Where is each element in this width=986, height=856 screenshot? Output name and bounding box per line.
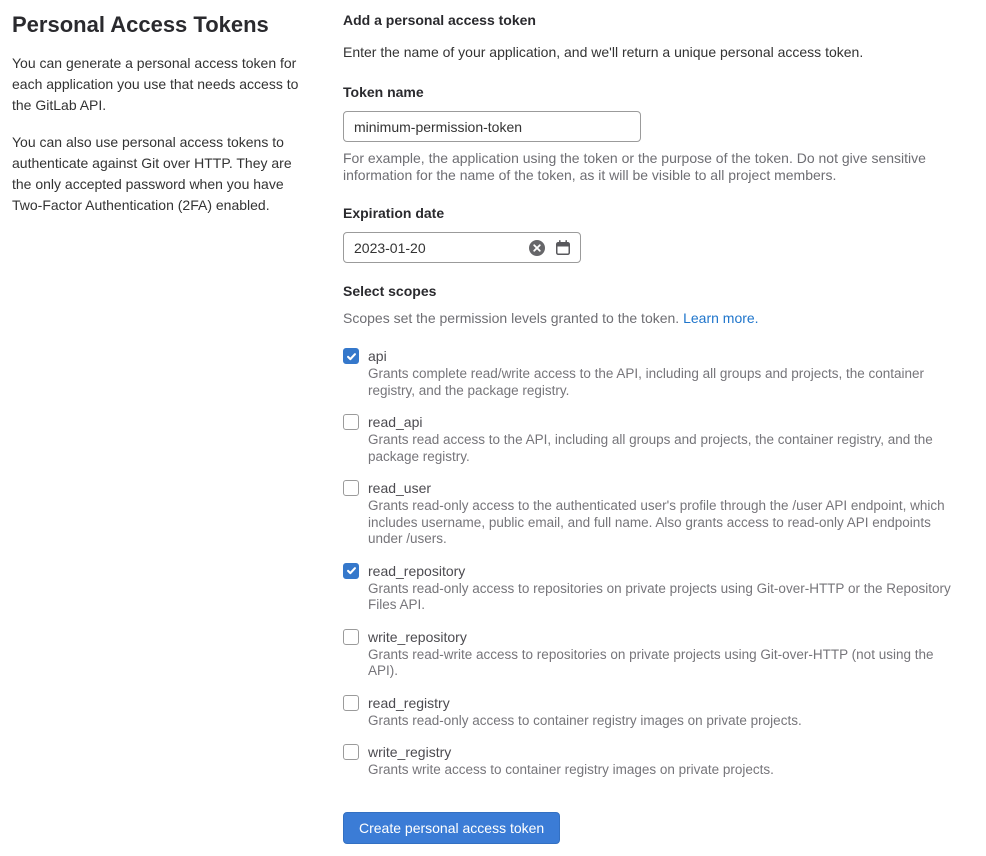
scopes-hint-text: Scopes set the permission levels granted to the token.: [343, 310, 684, 326]
token-name-input[interactable]: [343, 111, 641, 142]
clear-circle-x-icon: [529, 240, 545, 256]
scope-checkbox-api[interactable]: [343, 348, 359, 364]
select-scopes-label: Select scopes: [343, 283, 437, 299]
scope-text-api: [368, 346, 963, 399]
calendar-icon: [555, 240, 571, 256]
scope-row-read_api: [343, 412, 963, 465]
scope-label-api[interactable]: api: [368, 348, 387, 364]
scope-text-read_api: [368, 412, 963, 465]
scope-text-read_registry: [368, 693, 802, 730]
scope-checkbox-write_registry[interactable]: [343, 744, 359, 760]
scope-checkbox-read_registry[interactable]: [343, 695, 359, 711]
scope-label-read_registry[interactable]: read_registry: [368, 694, 450, 711]
scope-description-read_repository: Grants read-only access to repositories on private projects using Git-over-HTTP or the Repository Files API.: [368, 580, 951, 612]
scope-text-write_registry: [368, 742, 774, 779]
scope-row-read_user: [343, 478, 963, 548]
create-token-button[interactable]: Create personal access token: [343, 812, 560, 844]
check-icon: [346, 565, 357, 576]
scopes-hint: [343, 310, 963, 327]
scope-description-read_registry: Grants read-only access to container registry images on private projects.: [368, 712, 802, 728]
intro-paragraph-2: You can also use personal access tokens to authenticate against Git over HTTP. They are the only accepted password when you have Two-Factor Authentication (2FA) enabled.: [12, 134, 292, 213]
scope-checkbox-read_api[interactable]: [343, 414, 359, 430]
description-column: [12, 12, 322, 232]
scope-description-api: Grants complete read/write access to the API, including all groups and projects, the container registry, and the package registry.: [368, 366, 925, 398]
scope-description-write_registry: Grants write access to container registry images on private projects.: [368, 762, 774, 777]
scope-row-write_registry: [343, 742, 963, 779]
scope-row-api: [343, 346, 963, 399]
scope-row-read_repository: [343, 561, 963, 614]
scope-text-read_repository: [368, 561, 963, 614]
form-subtitle: Enter the name of your application, and we'll return a unique personal access token.: [343, 44, 864, 60]
scope-text-write_repository: [368, 627, 963, 680]
token-name-help: For example, the application using the token or the purpose of the token. Do not give sensitive information for the name of the token, as it will be visible to all project members.: [343, 150, 926, 183]
scope-description-write_repository: Grants read-write access to repositories on private projects using Git-over-HTTP (not using the API).: [368, 646, 934, 678]
expiration-date-label: Expiration date: [343, 205, 445, 221]
check-icon: [346, 351, 357, 362]
scope-checkbox-read_repository[interactable]: [343, 563, 359, 579]
scope-checkbox-write_repository[interactable]: [343, 629, 359, 645]
scope-row-read_registry: [343, 693, 963, 730]
calendar-icon-button[interactable]: [551, 232, 575, 263]
clear-date-button[interactable]: [525, 232, 549, 263]
intro-paragraph-1: You can generate a personal access token for each application you use that needs access to the GitLab API.: [12, 55, 299, 113]
scope-description-read_api: Grants read access to the API, including all groups and projects, the container registry, and the package registry.: [368, 432, 933, 464]
scope-row-write_repository: [343, 627, 963, 680]
expiration-date-field: [343, 232, 581, 263]
scope-checkbox-read_user[interactable]: [343, 480, 359, 496]
scope-label-read_user[interactable]: read_user: [368, 480, 432, 496]
scope-label-write_repository[interactable]: write_repository: [368, 628, 467, 645]
scope-label-read_repository[interactable]: read_repository: [368, 562, 466, 579]
scope-label-read_api[interactable]: read_api: [368, 414, 423, 430]
scope-label-write_registry[interactable]: write_registry: [368, 744, 452, 760]
token-form: [343, 12, 963, 844]
scopes-list: [343, 346, 963, 779]
form-title: Add a personal access token: [343, 12, 536, 28]
token-name-label: Token name: [343, 84, 424, 100]
scope-text-read_user: [368, 478, 963, 548]
learn-more-link[interactable]: Learn more.: [683, 310, 759, 326]
scope-description-read_user: Grants read-only access to the authenticated user's profile through the /user API endpoint, which includes username, public email, and full name. Also grants access to read-only API endpoints under /users.: [368, 498, 945, 546]
page-title: Personal Access Tokens: [12, 12, 269, 37]
